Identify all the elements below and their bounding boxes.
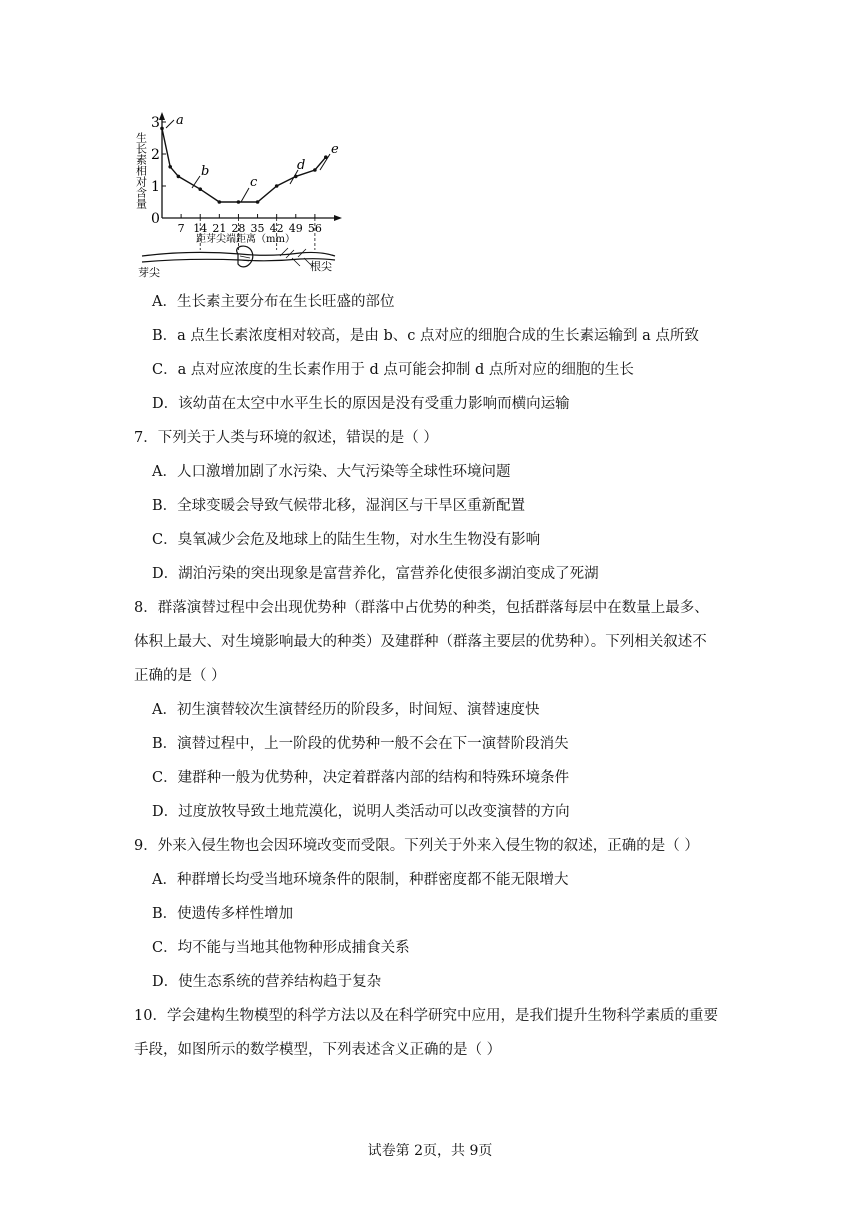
page-footer: 试卷第 2页，共 9页 xyxy=(367,1143,493,1159)
data-point xyxy=(218,200,222,204)
q7-option-d: D．湖泊污染的突出现象是富营养化，富营养化使很多湖泊变成了死湖 xyxy=(152,566,599,582)
data-point xyxy=(313,168,317,172)
x-tick-label: 28 xyxy=(231,222,246,235)
q6-option-d: D．该幼苗在太空中水平生长的原因是没有受重力影响而横向运输 xyxy=(152,396,570,412)
x-axis-label: 距芽尖端距离（mm） xyxy=(196,234,295,245)
x-tick-label: 14 xyxy=(193,222,208,235)
y-tick-label: 3 xyxy=(151,115,160,131)
root-tip-label: 根尖 xyxy=(310,260,332,273)
root-hairs-drawing xyxy=(280,248,312,266)
x-tick-label: 35 xyxy=(250,222,265,235)
y-tick-label: 1 xyxy=(151,179,160,195)
leader-a xyxy=(166,120,174,128)
seed-drawing xyxy=(237,246,253,267)
point-label-a: a xyxy=(176,113,184,128)
point-label-d: d xyxy=(297,158,306,173)
q8-option-b: B．演替过程中，上一阶段的优势种一般不会在下一演替阶段消失 xyxy=(152,736,569,752)
q8-stem-line-2: 体积上最大、对生境影响最大的种类）及建群种（群落主要层的优势种）。下列相关叙述不 xyxy=(134,634,707,650)
leader-c xyxy=(241,188,249,202)
q7-option-c: C．臭氧减少会危及地球上的陆生生物，对水生生物没有影响 xyxy=(152,532,541,548)
q6-option-b: B．a 点生长素浓度相对较高，是由 b、c 点对应的细胞合成的生长素运输到 a 点所致 xyxy=(152,328,699,344)
q7-stem: 7．下列关于人类与环境的叙述，错误的是（ ） xyxy=(134,430,438,446)
q8-option-d: D．过度放牧导致土地荒漠化，说明人类活动可以改变演替的方向 xyxy=(152,804,570,820)
x-tick-label: 7 xyxy=(177,222,185,235)
x-axis-arrow xyxy=(334,215,342,221)
point-label-c: c xyxy=(250,175,258,190)
data-point xyxy=(275,184,279,188)
q9-option-a: A．种群增长均受当地环境条件的限制，种群密度都不能无限增大 xyxy=(152,872,569,888)
q6-option-c: C．a 点对应浓度的生长素作用于 d 点可能会抑制 d 点所对应的细胞的生长 xyxy=(152,362,634,378)
point-label-b: b xyxy=(201,164,210,179)
q7-option-b: B．全球变暖会导致气候带北移，湿润区与干旱区重新配置 xyxy=(152,498,526,514)
q10-stem-line-2: 手段，如图所示的数学模型，下列表述含义正确的是（ ） xyxy=(134,1042,502,1058)
q9-option-d: D．使生态系统的营养结构趋于复杂 xyxy=(152,974,382,990)
data-point xyxy=(160,127,164,131)
q8-stem-line-3: 正确的是（ ） xyxy=(134,668,226,684)
q9-option-b: B．使遗传多样性增加 xyxy=(152,906,294,922)
data-point xyxy=(237,200,241,204)
q10-stem-line-1: 10．学会建构生物模型的科学方法以及在科学研究中应用，是我们提升生物科学素质的重要 xyxy=(134,1008,718,1024)
y-axis-label: 生长素相对含量 xyxy=(134,132,148,209)
q9-stem: 9．外来入侵生物也会因环境改变而受限。下列关于外来入侵生物的叙述，正确的是（ ） xyxy=(134,838,699,854)
x-tick-label: 49 xyxy=(288,222,303,235)
q8-option-a: A．初生演替较次生演替经历的阶段多，时间短、演替速度快 xyxy=(152,702,540,718)
q8-option-c: C．建群种一般为优势种，决定着群落内部的结构和特殊环境条件 xyxy=(152,770,570,786)
q8-stem-line-1: 8．群落演替过程中会出现优势种（群落中占优势的种类，包括群落每层中在数量上最多、 xyxy=(134,600,709,616)
data-point xyxy=(177,175,181,179)
q9-option-c: C．均不能与当地其他物种形成捕食关系 xyxy=(152,940,410,956)
y-tick-label: 2 xyxy=(151,147,160,163)
q6-option-a: A．生长素主要分布在生长旺盛的部位 xyxy=(152,294,395,310)
point-label-e: e xyxy=(331,142,339,157)
data-point xyxy=(256,200,260,204)
x-tick-label: 42 xyxy=(269,222,284,235)
q7-option-a: A．人口激增加剧了水污染、大气污染等全球性环境问题 xyxy=(152,464,511,480)
y-tick-label: 0 xyxy=(151,211,160,227)
auxin-distribution-figure xyxy=(130,108,370,280)
data-point xyxy=(168,165,172,169)
bud-tip-label: 芽尖 xyxy=(138,266,160,279)
x-tick-label: 56 xyxy=(307,222,322,235)
x-tick-label: 21 xyxy=(212,222,227,235)
data-point xyxy=(198,187,202,191)
